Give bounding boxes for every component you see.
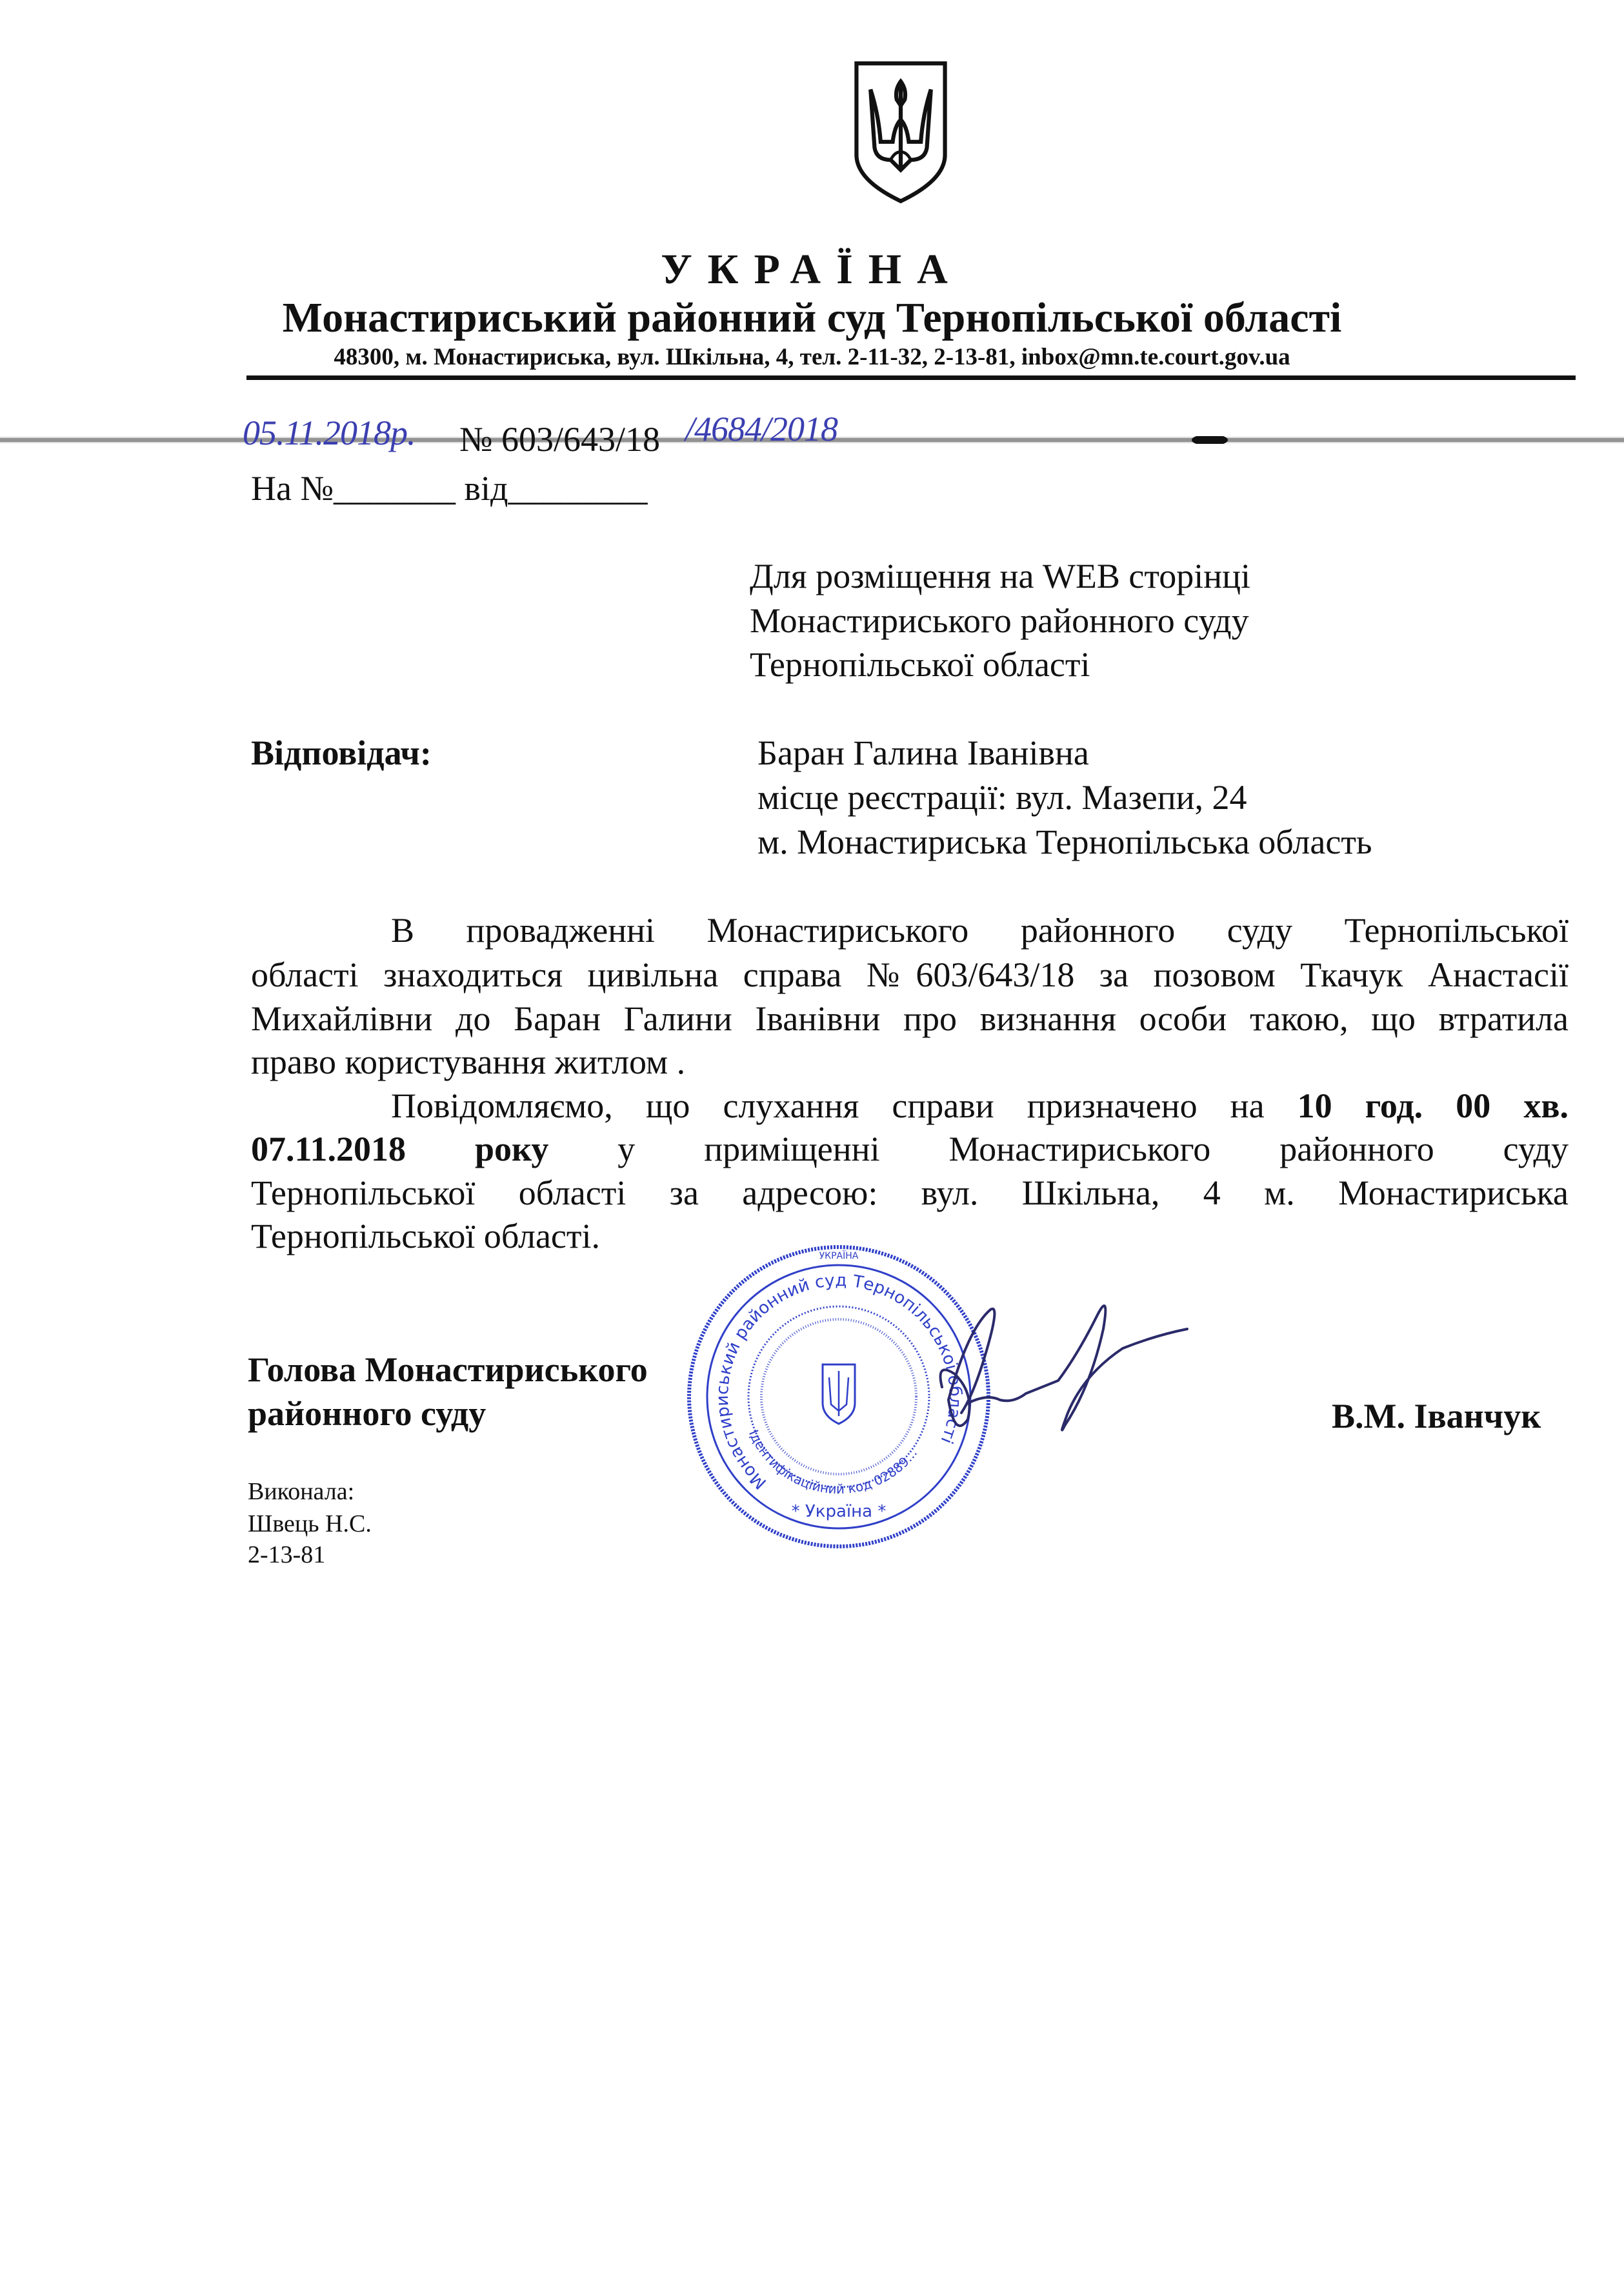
trident-icon xyxy=(850,59,951,205)
stamp-top-text: УКРАЇНА xyxy=(819,1251,859,1261)
stamp-outer-text: Монастириський районний суд Тернопільської області xyxy=(712,1270,965,1493)
paragraph2-line: Тернопільської області. xyxy=(251,1217,600,1255)
signer-role: районного суду xyxy=(248,1394,486,1433)
paragraph1-line: право користування житлом . xyxy=(251,1043,686,1081)
executor-name: Швець Н.С. xyxy=(248,1510,372,1537)
court-address: 48300, м. Монастириська, вул. Шкільна, 4, тел. 2-11-32, 2-13-81, inbox@mn.te.court.gov.ua xyxy=(334,344,1290,370)
stamp-inner-text: Ідентифікаційний код 02889... xyxy=(745,1427,921,1497)
svg-text:Ідентифікаційний код 02889... xyxy=(746,1428,920,1497)
respondent-registration: місце реєстрації: вул. Мазепи, 24 xyxy=(757,778,1247,817)
paragraph1-line: Михайлівни до Баран Галини Іванівни про визнання особи такою, що втратила xyxy=(251,999,1569,1038)
signer-role: Голова Монастириського xyxy=(248,1350,648,1389)
respondent-name: Баран Галина Іванівна xyxy=(757,734,1089,772)
hearing-time: 10 год. 00 хв. xyxy=(1297,1086,1569,1125)
country-heading: УКРАЇНА xyxy=(661,246,963,293)
handwritten-date: 05.11.2018р. xyxy=(243,414,416,452)
paragraph2-line xyxy=(391,1086,1569,1126)
addressee-line: Монастириського районного суду xyxy=(750,601,1249,640)
outgoing-number: № 603/643/18 xyxy=(459,420,661,459)
addressee-line: Тернопільської області xyxy=(750,645,1090,684)
handwritten-registration-number: /4684/2018 xyxy=(685,410,838,448)
paragraph1-line: області знаходиться цивільна справа №603/643/18 за позовом Ткачук Анастасії xyxy=(251,955,1569,994)
header-divider xyxy=(246,375,1576,380)
hearing-notice-text: Повідомляємо, що слухання справи призначено на xyxy=(391,1086,1298,1125)
executor-phone: 2-13-81 xyxy=(248,1541,326,1568)
paragraph2-line xyxy=(251,1129,1569,1169)
respondent-city: м. Монастириська Тернопільська область xyxy=(757,823,1372,861)
hearing-place-text: у приміщенні Монастириського районного суду xyxy=(548,1130,1569,1168)
handwritten-signature xyxy=(929,1290,1200,1445)
respondent-label: Відповідач: xyxy=(251,734,432,772)
addressee-line: Для розміщення на WEB сторінці xyxy=(750,557,1251,595)
signer-name: В.М. Іванчук xyxy=(1332,1397,1541,1435)
executor-label: Виконала: xyxy=(248,1478,355,1505)
stamp-bottom-text: * Україна * xyxy=(791,1502,887,1521)
hearing-date: 07.11.2018 року xyxy=(251,1130,549,1168)
paragraph2-line: Тернопільської області за адресою: вул. Шкільна, 4 м. Монастириська xyxy=(251,1174,1569,1212)
reference-line: На №_______ від________ xyxy=(251,469,648,508)
paragraph1-line: В провадженні Монастириського районного суду Тернопільської xyxy=(391,911,1569,950)
court-name-heading: Монастириський районний суд Тернопільської області xyxy=(282,294,1342,341)
